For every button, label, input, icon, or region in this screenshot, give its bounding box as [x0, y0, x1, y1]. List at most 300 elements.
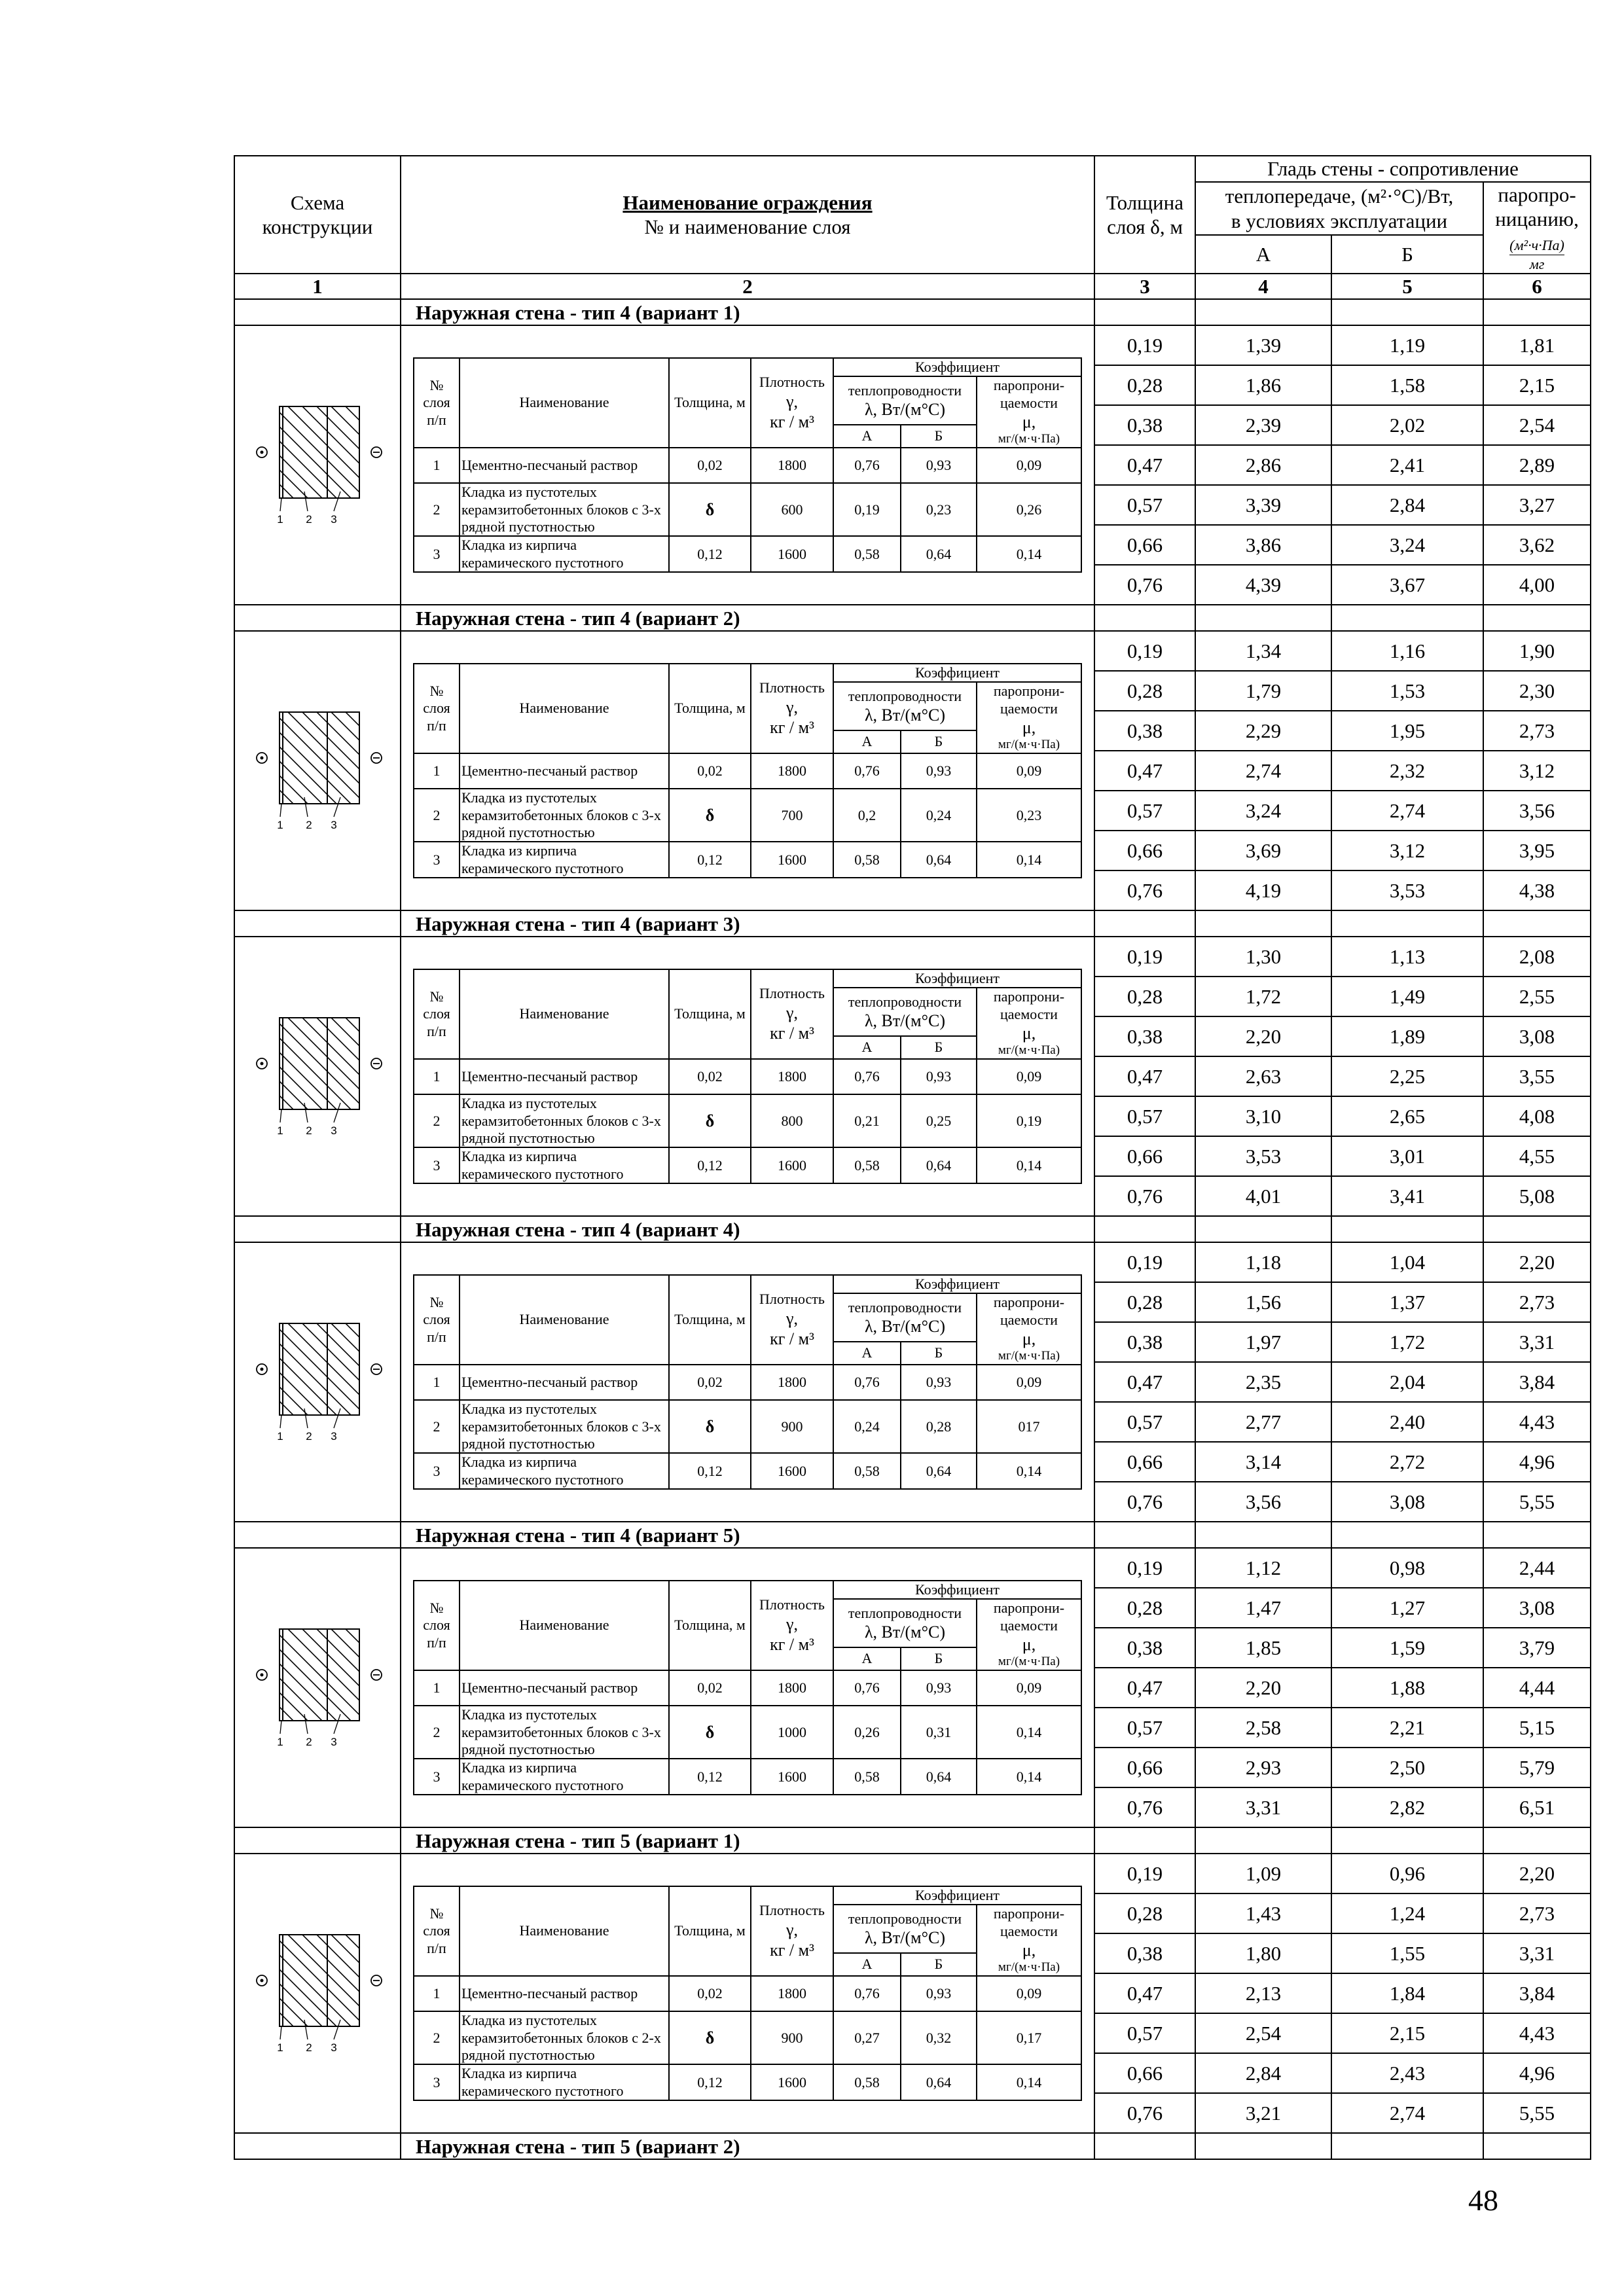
resistance-b-value: 2,25 — [1331, 1056, 1483, 1096]
layer-lambda-b: 0,64 — [901, 2064, 977, 2100]
density-symbol: γ, — [785, 391, 798, 411]
resistance-a-value: 3,86 — [1195, 525, 1331, 565]
density-symbol: γ, — [785, 1003, 798, 1022]
resistance-a-value: 3,14 — [1195, 1442, 1331, 1482]
data-row — [234, 1854, 1591, 1893]
layer-num: 2 — [414, 1706, 460, 1759]
header-vapor-unit-top: (м²·ч·Па) — [1509, 237, 1564, 255]
resistance-a-value: 2,54 — [1195, 2013, 1331, 2053]
vapor-resistance-value: 3,84 — [1483, 1362, 1591, 1402]
layer-lambda-b: 0,28 — [901, 1400, 977, 1453]
density-label: Плотность — [759, 1291, 825, 1308]
thickness-value: 0,19 — [1094, 1854, 1195, 1893]
heat-b-header: Б — [901, 1036, 977, 1059]
layer-mu: 0,19 — [977, 1094, 1081, 1147]
layer-density: 1800 — [751, 1059, 833, 1094]
layer-name: Цементно-песчаный раствор — [460, 1670, 669, 1706]
resistance-a-value: 3,24 — [1195, 791, 1331, 831]
empty-cell — [1195, 2133, 1331, 2159]
layer-num: 1 — [414, 1059, 460, 1094]
empty-cell — [1331, 910, 1483, 937]
resistance-a-value: 3,31 — [1195, 1787, 1331, 1827]
layer-lambda-b: 0,25 — [901, 1094, 977, 1147]
resistance-b-value: 1,88 — [1331, 1668, 1483, 1708]
header-name-title: Наименование ограждения — [623, 190, 873, 214]
thickness-value: 0,47 — [1094, 751, 1195, 791]
layer-name: Кладка из кирпича керамического пустотного — [460, 1759, 669, 1795]
layer-lambda-b: 0,24 — [901, 789, 977, 842]
empty-cell — [1483, 1827, 1591, 1854]
layer-lambda-b: 0,93 — [901, 1670, 977, 1706]
resistance-a-value: 2,86 — [1195, 445, 1331, 485]
vapor-resistance-value: 3,08 — [1483, 1588, 1591, 1628]
heat-cond-unit: λ, Вт/(м°С) — [864, 1622, 945, 1641]
layer-num: 1 — [414, 448, 460, 483]
layer-thickness: δ — [669, 1094, 751, 1147]
vapor-resistance-value: 3,62 — [1483, 525, 1591, 565]
layer-name-header: Наименование — [460, 358, 669, 448]
empty-cell — [1331, 1827, 1483, 1854]
thickness-value: 0,57 — [1094, 1096, 1195, 1136]
vapor-resistance-value: 4,00 — [1483, 565, 1591, 605]
vapor-perm-label: паропрони-цаемости — [993, 988, 1065, 1022]
layer-num-header: № слоя п/п — [414, 969, 460, 1059]
resistance-b-value: 2,02 — [1331, 405, 1483, 445]
empty-cell — [234, 2133, 401, 2159]
data-row — [234, 1242, 1591, 1282]
layer-density: 1600 — [751, 2064, 833, 2100]
layer-num: 3 — [414, 1759, 460, 1795]
resistance-b-value: 2,74 — [1331, 791, 1483, 831]
resistance-b-value: 2,41 — [1331, 445, 1483, 485]
vapor-resistance-value: 3,12 — [1483, 751, 1591, 791]
layer-lambda-a: 0,76 — [833, 753, 901, 789]
heat-b-header: Б — [901, 1342, 977, 1365]
layer-lambda-a: 0,26 — [833, 1706, 901, 1759]
empty-cell — [1195, 1522, 1331, 1548]
resistance-b-value: 2,74 — [1331, 2093, 1483, 2133]
coef-header: Коэффициент — [833, 1275, 1081, 1293]
layer-name: Кладка из кирпича керамического пустотного — [460, 2064, 669, 2100]
heat-a-header: А — [833, 1342, 901, 1365]
layer-row — [414, 448, 1081, 483]
scheme-label-3: 3 — [331, 1735, 337, 1748]
layer-lambda-a: 0,21 — [833, 1094, 901, 1147]
resistance-b-value: 3,24 — [1331, 525, 1483, 565]
empty-cell — [1483, 910, 1591, 937]
resistance-b-value: 1,89 — [1331, 1016, 1483, 1056]
layer-name: Цементно-песчаный раствор — [460, 1059, 669, 1094]
empty-cell — [234, 1216, 401, 1242]
layer-thickness: 0,02 — [669, 1365, 751, 1400]
resistance-a-value: 1,97 — [1195, 1322, 1331, 1362]
resistance-a-value: 2,74 — [1195, 751, 1331, 791]
column-number-row — [234, 274, 1591, 299]
layer-lambda-b: 0,64 — [901, 1759, 977, 1795]
resistance-a-value: 2,20 — [1195, 1016, 1331, 1056]
layer-lambda-b: 0,93 — [901, 1976, 977, 2011]
header-row-1 — [234, 156, 1591, 182]
resistance-a-value: 1,47 — [1195, 1588, 1331, 1628]
layer-density: 600 — [751, 483, 833, 536]
layer-name: Цементно-песчаный раствор — [460, 448, 669, 483]
layer-name: Кладка из кирпича керамического пустотного — [460, 536, 669, 572]
layer-name: Кладка из пустотелых керамзитобетонных блоков с 2-х рядной пустотностью — [460, 2011, 669, 2064]
coef-header: Коэффициент — [833, 969, 1081, 988]
layer-lambda-b: 0,64 — [901, 1453, 977, 1489]
layer-thickness: δ — [669, 1706, 751, 1759]
layer-row — [414, 1094, 1081, 1147]
section-title-row — [234, 1827, 1591, 1854]
column-number: 1 — [234, 274, 401, 299]
layer-lambda-a: 0,2 — [833, 789, 901, 842]
density-unit: кг / м³ — [770, 412, 814, 431]
heat-cond-label: теплопроводности — [848, 1299, 962, 1316]
layer-mu: 0,17 — [977, 2011, 1081, 2064]
heat-cond-unit: λ, Вт/(м°С) — [864, 1316, 945, 1336]
vapor-resistance-value: 4,96 — [1483, 1442, 1591, 1482]
empty-cell — [1195, 605, 1331, 631]
resistance-a-value: 4,19 — [1195, 870, 1331, 910]
layers-table — [413, 663, 1082, 878]
vapor-resistance-value: 3,31 — [1483, 1322, 1591, 1362]
empty-cell — [1195, 1216, 1331, 1242]
heat-a-header: А — [833, 1036, 901, 1059]
layer-lambda-a: 0,76 — [833, 1059, 901, 1094]
header-thickness-line1: Толщина — [1106, 190, 1183, 214]
scheme-label-3: 3 — [331, 1124, 337, 1137]
layers-table — [413, 969, 1082, 1184]
scheme-label-1: 1 — [277, 818, 283, 831]
heat-b-header: Б — [901, 730, 977, 753]
thickness-value: 0,38 — [1094, 711, 1195, 751]
vapor-resistance-value: 5,08 — [1483, 1176, 1591, 1216]
vapor-resistance-value: 2,73 — [1483, 711, 1591, 751]
density-header — [751, 1581, 833, 1670]
thickness-value: 0,66 — [1094, 831, 1195, 870]
section-title-row — [234, 1216, 1591, 1242]
resistance-a-value: 3,10 — [1195, 1096, 1331, 1136]
layer-lambda-b: 0,64 — [901, 536, 977, 572]
vapor-resistance-value: 2,55 — [1483, 977, 1591, 1016]
layer-lambda-b: 0,93 — [901, 1365, 977, 1400]
column-number: 4 — [1195, 274, 1331, 299]
wall-scheme — [234, 325, 401, 605]
vapor-resistance-value: 5,79 — [1483, 1748, 1591, 1787]
resistance-a-value: 3,69 — [1195, 831, 1331, 870]
layer-name: Кладка из пустотелых керамзитобетонных блоков с 3-х рядной пустотностью — [460, 1094, 669, 1147]
vapor-resistance-value: 2,20 — [1483, 1854, 1591, 1893]
header-thickness — [1094, 156, 1195, 274]
layer-row — [414, 536, 1081, 572]
layer-lambda-a: 0,58 — [833, 1147, 901, 1183]
wall-scheme-drawing — [242, 400, 393, 531]
thickness-value: 0,66 — [1094, 2053, 1195, 2093]
heat-cond-unit: λ, Вт/(м°С) — [864, 1928, 945, 1947]
layer-row — [414, 483, 1081, 536]
scheme-label-3: 3 — [331, 2041, 337, 2054]
resistance-b-value: 1,84 — [1331, 1973, 1483, 2013]
layer-row — [414, 789, 1081, 842]
layer-mu: 0,14 — [977, 1706, 1081, 1759]
layer-mu: 0,14 — [977, 1453, 1081, 1489]
scheme-label-2: 2 — [306, 2041, 312, 2054]
density-label: Плотность — [759, 985, 825, 1002]
empty-cell — [1195, 299, 1331, 325]
layer-mu: 0,09 — [977, 1059, 1081, 1094]
resistance-b-value: 1,72 — [1331, 1322, 1483, 1362]
layer-row — [414, 1670, 1081, 1706]
density-symbol: γ, — [785, 1308, 798, 1328]
layer-density: 900 — [751, 1400, 833, 1453]
layer-thickness: δ — [669, 483, 751, 536]
thickness-value: 0,38 — [1094, 1322, 1195, 1362]
vapor-perm-header — [977, 376, 1081, 448]
vapor-resistance-value: 3,79 — [1483, 1628, 1591, 1668]
layer-lambda-a: 0,58 — [833, 2064, 901, 2100]
thickness-value: 0,19 — [1094, 1548, 1195, 1588]
resistance-b-value: 2,04 — [1331, 1362, 1483, 1402]
resistance-b-value: 1,27 — [1331, 1588, 1483, 1628]
thickness-value: 0,28 — [1094, 671, 1195, 711]
layer-lambda-b: 0,64 — [901, 842, 977, 878]
layer-row — [414, 753, 1081, 789]
layer-row — [414, 2011, 1081, 2064]
layer-density: 1800 — [751, 448, 833, 483]
layer-name: Цементно-песчаный раствор — [460, 753, 669, 789]
resistance-b-value: 2,15 — [1331, 2013, 1483, 2053]
heat-a-header: А — [833, 1647, 901, 1670]
heat-cond-header — [833, 1599, 977, 1647]
resistance-b-value: 3,41 — [1331, 1176, 1483, 1216]
layer-density: 1600 — [751, 1453, 833, 1489]
vapor-resistance-value: 4,55 — [1483, 1136, 1591, 1176]
layer-row — [414, 842, 1081, 878]
heat-cond-header — [833, 682, 977, 730]
resistance-a-value: 3,53 — [1195, 1136, 1331, 1176]
layer-density: 700 — [751, 789, 833, 842]
layer-lambda-a: 0,76 — [833, 448, 901, 483]
layer-lambda-b: 0,23 — [901, 483, 977, 536]
resistance-b-value: 1,95 — [1331, 711, 1483, 751]
layer-density: 800 — [751, 1094, 833, 1147]
empty-cell — [1331, 299, 1483, 325]
heat-cond-header — [833, 376, 977, 425]
column-number: 6 — [1483, 274, 1591, 299]
resistance-a-value: 3,39 — [1195, 485, 1331, 525]
density-unit: кг / м³ — [770, 1940, 814, 1960]
scheme-label-2: 2 — [306, 1735, 312, 1748]
layer-mu: 0,26 — [977, 483, 1081, 536]
resistance-b-value: 2,82 — [1331, 1787, 1483, 1827]
section-title: Наружная стена - тип 4 (вариант 4) — [401, 1216, 1094, 1242]
resistance-a-value: 2,77 — [1195, 1402, 1331, 1442]
resistance-a-value: 3,56 — [1195, 1482, 1331, 1522]
empty-cell — [1094, 1827, 1195, 1854]
vapor-resistance-value: 4,96 — [1483, 2053, 1591, 2093]
layer-lambda-b: 0,64 — [901, 1147, 977, 1183]
layer-num: 2 — [414, 1400, 460, 1453]
vapor-resistance-value: 3,84 — [1483, 1973, 1591, 2013]
section-title: Наружная стена - тип 4 (вариант 2) — [401, 605, 1094, 631]
heat-a-header: А — [833, 730, 901, 753]
vapor-resistance-value: 6,51 — [1483, 1787, 1591, 1827]
section-title-row — [234, 299, 1591, 325]
layer-name: Цементно-песчаный раствор — [460, 1976, 669, 2011]
section-title: Наружная стена - тип 4 (вариант 3) — [401, 910, 1094, 937]
resistance-a-value: 2,29 — [1195, 711, 1331, 751]
layer-name: Кладка из пустотелых керамзитобетонных блоков с 3-х рядной пустотностью — [460, 1706, 669, 1759]
density-label: Плотность — [759, 1596, 825, 1613]
layer-thickness: 0,02 — [669, 448, 751, 483]
layer-thickness: 0,12 — [669, 536, 751, 572]
empty-cell — [1483, 605, 1591, 631]
coef-header: Коэффициент — [833, 1886, 1081, 1905]
thickness-value: 0,47 — [1094, 1973, 1195, 2013]
header-thickness-line2: слоя δ, м — [1107, 215, 1183, 238]
thickness-value: 0,38 — [1094, 1016, 1195, 1056]
header-name-sub: № и наименование слоя — [644, 215, 851, 238]
layer-thickness-header: Толщина, м — [669, 664, 751, 753]
density-unit: кг / м³ — [770, 717, 814, 737]
layer-thickness: 0,12 — [669, 842, 751, 878]
section-title: Наружная стена - тип 5 (вариант 2) — [401, 2133, 1094, 2159]
header-sub-a: А — [1195, 235, 1331, 274]
layer-num: 1 — [414, 1365, 460, 1400]
resistance-b-value: 3,67 — [1331, 565, 1483, 605]
resistance-a-value: 4,39 — [1195, 565, 1331, 605]
layer-lambda-b: 0,32 — [901, 2011, 977, 2064]
layer-lambda-b: 0,93 — [901, 753, 977, 789]
density-unit: кг / м³ — [770, 1634, 814, 1654]
scheme-label-1: 1 — [277, 2041, 283, 2054]
layer-thickness-header: Толщина, м — [669, 1886, 751, 1976]
vapor-perm-header — [977, 682, 1081, 753]
empty-cell — [234, 299, 401, 325]
data-row — [234, 937, 1591, 977]
vapor-perm-unit: мг/(м·ч·Па) — [998, 1960, 1060, 1975]
vapor-perm-symbol: μ, — [1022, 412, 1036, 432]
vapor-perm-symbol: μ, — [1022, 1941, 1036, 1960]
vapor-resistance-value: 3,31 — [1483, 1933, 1591, 1973]
heat-cond-label: теплопроводности — [848, 993, 962, 1010]
layer-num: 2 — [414, 483, 460, 536]
header-sub-b: Б — [1331, 235, 1483, 274]
layer-name: Кладка из пустотелых керамзитобетонных блоков с 3-х рядной пустотностью — [460, 483, 669, 536]
data-row — [234, 325, 1591, 365]
vapor-resistance-value: 4,08 — [1483, 1096, 1591, 1136]
layer-row — [414, 1365, 1081, 1400]
thickness-value: 0,28 — [1094, 1282, 1195, 1322]
thickness-value: 0,38 — [1094, 405, 1195, 445]
resistance-b-value: 2,50 — [1331, 1748, 1483, 1787]
heat-cond-unit: λ, Вт/(м°С) — [864, 1011, 945, 1030]
empty-cell — [1094, 910, 1195, 937]
layer-thickness-header: Толщина, м — [669, 969, 751, 1059]
thickness-value: 0,57 — [1094, 2013, 1195, 2053]
density-symbol: γ, — [785, 697, 798, 717]
scheme-label-2: 2 — [306, 512, 312, 526]
resistance-b-value: 2,40 — [1331, 1402, 1483, 1442]
resistance-b-value: 2,65 — [1331, 1096, 1483, 1136]
scheme-label-3: 3 — [331, 1429, 337, 1443]
layer-num: 3 — [414, 1147, 460, 1183]
layer-name-header: Наименование — [460, 664, 669, 753]
layer-row — [414, 1400, 1081, 1453]
resistance-a-value: 2,13 — [1195, 1973, 1331, 2013]
resistance-b-value: 1,53 — [1331, 671, 1483, 711]
thickness-value: 0,47 — [1094, 1362, 1195, 1402]
resistance-a-value: 2,39 — [1195, 405, 1331, 445]
section-title-row — [234, 605, 1591, 631]
layers-cell — [401, 1854, 1094, 2133]
layer-mu: 0,09 — [977, 1976, 1081, 2011]
thickness-value: 0,28 — [1094, 365, 1195, 405]
resistance-b-value: 1,55 — [1331, 1933, 1483, 1973]
layer-density: 1800 — [751, 1670, 833, 1706]
layers-cell — [401, 1548, 1094, 1827]
scheme-label-2: 2 — [306, 1429, 312, 1443]
data-row — [234, 631, 1591, 671]
thickness-value: 0,19 — [1094, 937, 1195, 977]
layer-mu: 0,14 — [977, 842, 1081, 878]
resistance-b-value: 3,53 — [1331, 870, 1483, 910]
coef-header: Коэффициент — [833, 1581, 1081, 1599]
vapor-perm-unit: мг/(м·ч·Па) — [998, 1655, 1060, 1669]
empty-cell — [1094, 1216, 1195, 1242]
vapor-resistance-value: 3,08 — [1483, 1016, 1591, 1056]
layer-name: Кладка из кирпича керамического пустотного — [460, 1147, 669, 1183]
layer-lambda-a: 0,24 — [833, 1400, 901, 1453]
layer-thickness: 0,02 — [669, 1059, 751, 1094]
vapor-resistance-value: 2,30 — [1483, 671, 1591, 711]
section-title-row — [234, 910, 1591, 937]
heat-cond-unit: λ, Вт/(м°С) — [864, 705, 945, 725]
vapor-perm-header — [977, 1599, 1081, 1670]
heat-a-header: А — [833, 425, 901, 448]
header-vapor — [1483, 182, 1591, 274]
thickness-value: 0,76 — [1094, 2093, 1195, 2133]
heat-b-header: Б — [901, 1953, 977, 1976]
layer-num: 3 — [414, 1453, 460, 1489]
density-header — [751, 1275, 833, 1365]
layer-mu: 017 — [977, 1400, 1081, 1453]
layer-row — [414, 1059, 1081, 1094]
layer-lambda-a: 0,58 — [833, 536, 901, 572]
resistance-a-value: 1,34 — [1195, 631, 1331, 671]
vapor-perm-unit: мг/(м·ч·Па) — [998, 738, 1060, 752]
thickness-value: 0,76 — [1094, 1787, 1195, 1827]
thickness-value: 0,47 — [1094, 1056, 1195, 1096]
layer-thickness: 0,02 — [669, 1670, 751, 1706]
vapor-resistance-value: 2,20 — [1483, 1242, 1591, 1282]
thickness-value: 0,57 — [1094, 791, 1195, 831]
heat-cond-label: теплопроводности — [848, 687, 962, 704]
resistance-a-value: 1,80 — [1195, 1933, 1331, 1973]
wall-scheme-drawing — [242, 706, 393, 836]
wall-scheme — [234, 1854, 401, 2133]
layer-thickness: 0,12 — [669, 1759, 751, 1795]
layers-cell — [401, 1242, 1094, 1522]
heat-cond-label: теплопроводности — [848, 1604, 962, 1621]
vapor-resistance-value: 2,54 — [1483, 405, 1591, 445]
layer-mu: 0,09 — [977, 753, 1081, 789]
thickness-value: 0,66 — [1094, 1748, 1195, 1787]
layer-row — [414, 1147, 1081, 1183]
layer-num-header: № слоя п/п — [414, 664, 460, 753]
scheme-label-1: 1 — [277, 1429, 283, 1443]
layer-num-header: № слоя п/п — [414, 1581, 460, 1670]
